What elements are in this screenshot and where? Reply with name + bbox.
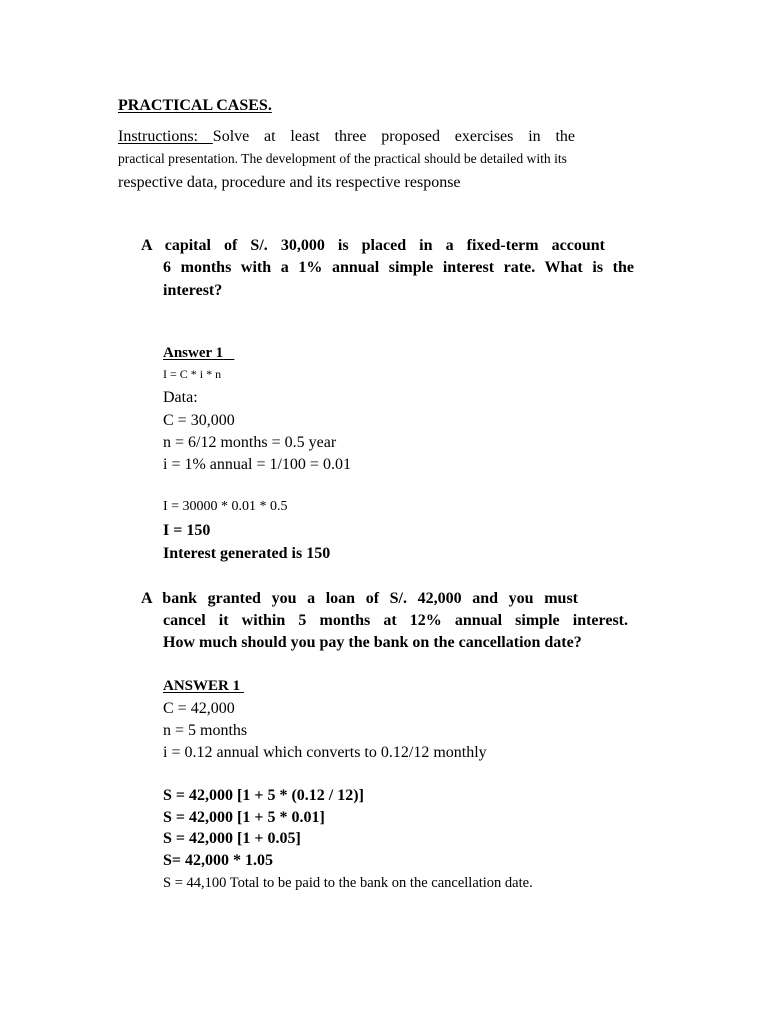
instructions-label: Instructions: xyxy=(118,128,213,145)
answer-1-result: I = 150 xyxy=(163,522,211,539)
answer-1-data-label: Data: xyxy=(163,389,198,406)
problem-2-line-2: cancel it within 5 months at 12% annual simple interest. xyxy=(163,612,628,629)
instructions-line-1 xyxy=(118,129,575,145)
answer-2-data-capital: C = 42,000 xyxy=(163,700,235,717)
answer-1-heading-text: Answer 1 xyxy=(163,345,224,361)
answer-2-final: S = 44,100 Total to be paid to the bank on the cancellation date. xyxy=(163,875,533,891)
problem-1-line-2: 6 months with a 1% annual simple interest rate. What is the xyxy=(163,259,634,276)
answer-2-step-1: S = 42,000 [1 + 5 * (0.12 / 12)] xyxy=(163,787,364,804)
answer-1-formula: I = C * i * n xyxy=(163,367,222,381)
answer-1-data-time: n = 6/12 months = 0.5 year xyxy=(163,434,337,451)
answer-1-data-rate: i = 1% annual = 1/100 = 0.01 xyxy=(163,456,351,473)
instructions-line-3: respective data, procedure and its respective response xyxy=(118,174,461,191)
answer-2-heading-text: ANSWER 1 xyxy=(163,678,241,694)
answer-1-statement: Interest generated is 150 xyxy=(163,545,331,562)
page-title: PRACTICAL CASES. xyxy=(118,97,272,114)
answer-2-heading-tail xyxy=(240,678,244,694)
answer-2-heading xyxy=(163,679,244,694)
answer-1-calculation: I = 30000 * 0.01 * 0.5 xyxy=(163,499,288,514)
instructions-text-1: Solve at least three proposed exercises in the xyxy=(212,128,575,145)
answer-2-data-time: n = 5 months xyxy=(163,722,248,739)
answer-1-data-capital: C = 30,000 xyxy=(163,412,235,429)
answer-2-step-4: S= 42,000 * 1.05 xyxy=(163,852,274,869)
answer-2-data-rate: i = 0.12 annual which converts to 0.12/12 monthly xyxy=(163,744,487,761)
answer-1-heading-tail xyxy=(223,345,234,361)
problem-2-line-3: How much should you pay the bank on the cancellation date? xyxy=(163,634,582,651)
problem-2-line-1: A bank granted you a loan of S/. 42,000 and you must xyxy=(141,590,578,607)
instructions-line-2: practical presentation. The development of the practical should be detailed with its xyxy=(118,151,567,166)
answer-1-heading xyxy=(163,346,234,361)
answer-2-step-3: S = 42,000 [1 + 0.05] xyxy=(163,830,301,847)
problem-1-line-1: A capital of S/. 30,000 is placed in a fixed-term account xyxy=(141,237,605,254)
answer-2-step-2: S = 42,000 [1 + 5 * 0.01] xyxy=(163,809,325,826)
problem-1-line-3: interest? xyxy=(163,282,223,299)
